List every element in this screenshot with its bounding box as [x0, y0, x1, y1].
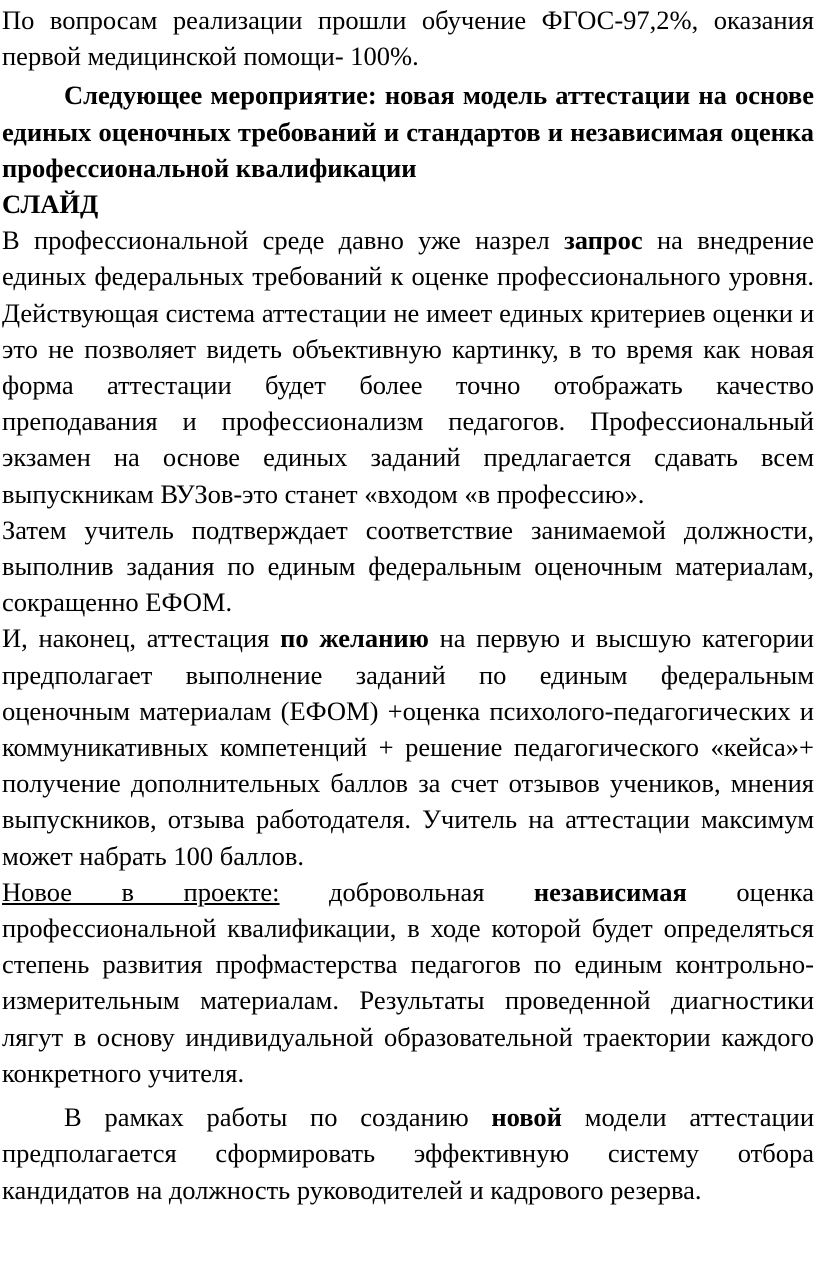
text-run: В профессиональной среде давно уже назрел	[2, 225, 565, 256]
text-run: В рамках работы по созданию	[64, 1102, 492, 1133]
paragraph-attestation-optional	[2, 620, 814, 873]
bold-run-by-wish: по желанию	[280, 623, 429, 654]
text-run: И, наконец, аттестация	[2, 623, 281, 654]
paragraph-new-in-project	[2, 874, 814, 1091]
text-run: на первую и высшую категории предполагает выполнение заданий по единым федеральным оценочным материалам (ЕФОМ) +оценка психолого-педагогических и коммуникативных компетенций + решение педагогического «кейса»+ получение дополнительных баллов за счет отзывов учеников, мнения выпускников, отзыва работодателя. Учитель на аттестации максимум может набрать 100 баллов.	[2, 623, 814, 871]
paragraph-training-results: По вопросам реализации прошли обучение ФГОС-97,2%, оказания первой медицинской помощи- 100%.	[2, 5, 814, 72]
underlined-run-new-in-project: Новое в проекте:	[2, 876, 280, 907]
bold-run-request: запрос	[564, 225, 643, 256]
heading-next-event: Следующее мероприятие: новая модель аттестации на основе единых оценочных требований и стандартов и независимая оценка профессиональной квалификации	[2, 80, 814, 183]
slide-label: СЛАЙД	[2, 189, 99, 220]
paragraph-teacher-confirms: Затем учитель подтверждает соответствие занимаемой должности, выполнив задания по единым федеральным оценочным материалам, сокращенно ЕФОМ.	[2, 514, 814, 618]
paragraph-new-model	[2, 1099, 814, 1208]
text-run: на внедрение единых федеральных требований к оценке профессионального уровня. Действующая система аттестации не имеет единых критериев оценки и это не позволяет видеть объективную картинку, в то время как новая форма аттестации будет более точно отображать качество преподавания и профессионализм педагогов. Профессиональный экзамен на основе единых заданий предлагается сдавать всем выпускникам ВУЗов-это станет «входом «в профессию».	[2, 225, 814, 509]
paragraph-professional-environment	[2, 222, 814, 512]
bold-run-new: новой	[491, 1102, 562, 1133]
bold-run-independent: независимая	[533, 876, 687, 907]
text-run: модели аттестации предполагается сформировать эффективную систему отбора кандидатов на должность руководителей и кадрового резерва.	[2, 1102, 814, 1205]
text-run: оценка профессиональной квалификации, в ходе которой будет определяться степень развития профмастерства педагогов по единым контрольно-измерительным материалам. Результаты проведенной диагностики лягут в основу индивидуальной образовательной траектории каждого конкретного учителя.	[2, 876, 814, 1088]
text-run: добровольная	[279, 876, 534, 907]
